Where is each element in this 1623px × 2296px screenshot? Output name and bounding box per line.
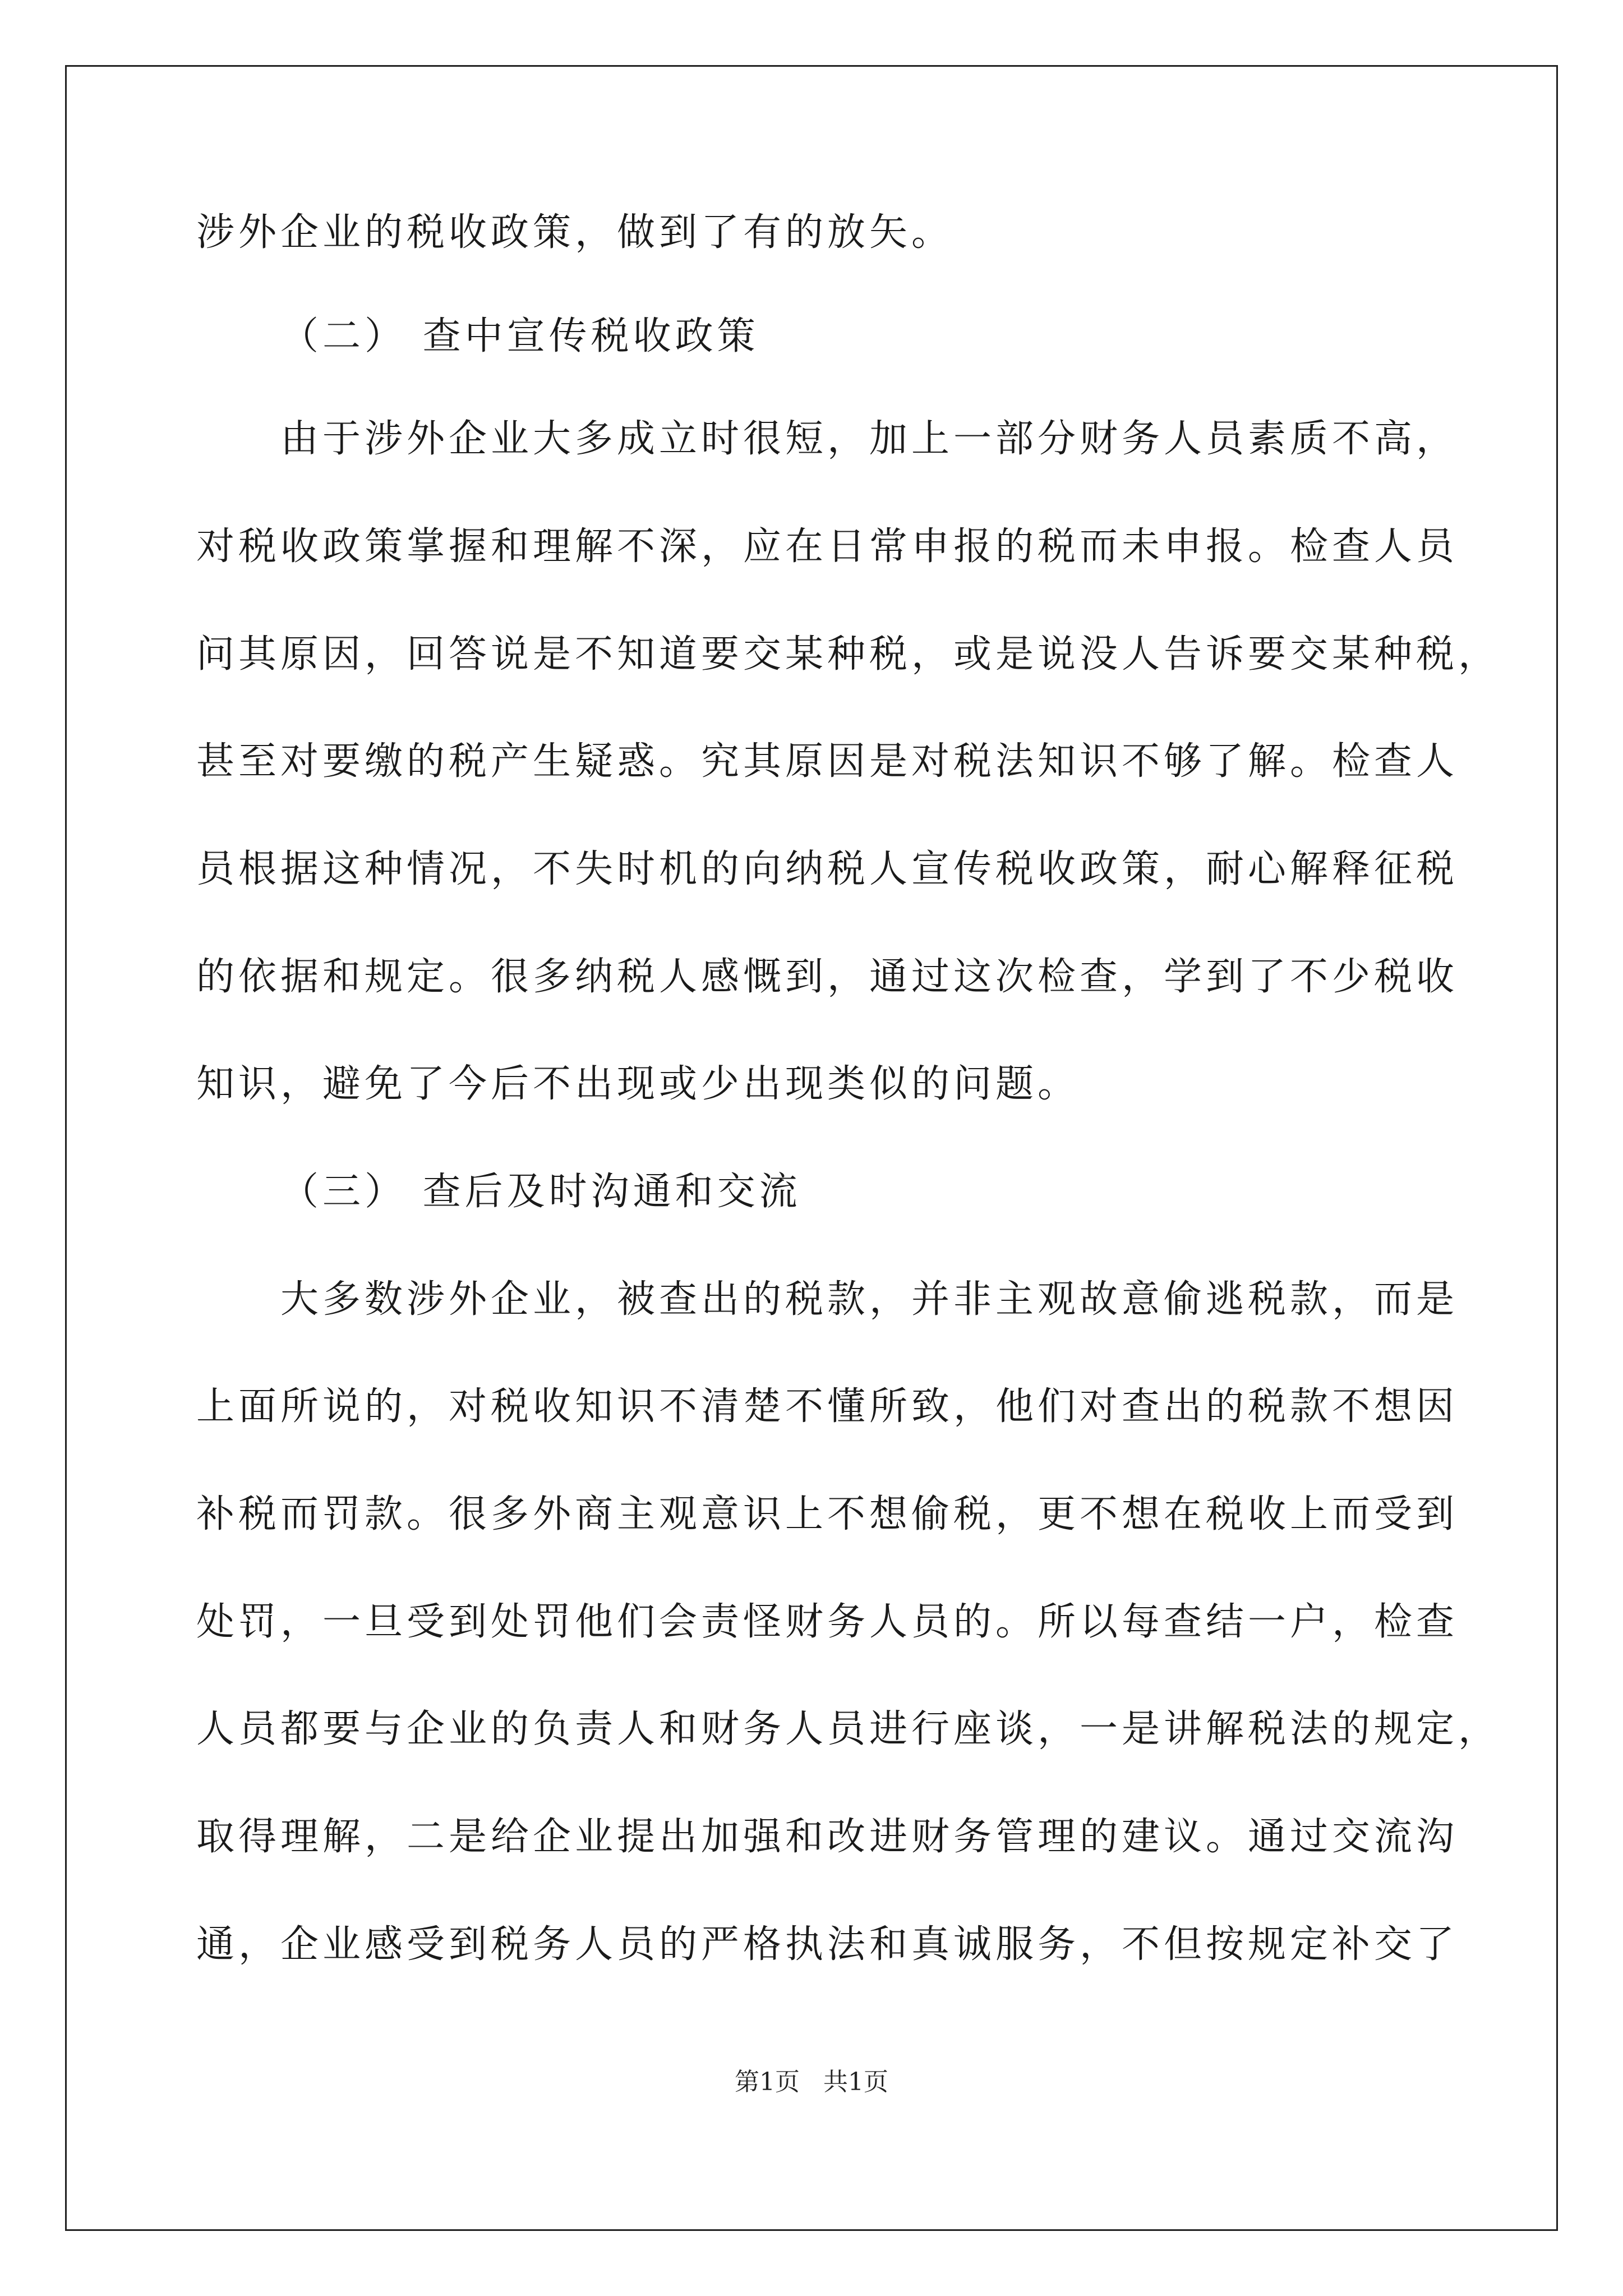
body-text-line: 补税而罚款。很多外商主观意识上不想偷税，更不想在税收上而受到 [196,1492,1459,1536]
body-text-line: 取得理解，二是给企业提出加强和改进财务管理的建议。通过交流沟 [196,1815,1459,1859]
body-text-line: 问其原因，回答说是不知道要交某种税，或是说没人告诉要交某种税， [196,632,1501,677]
body-text-line: 上面所说的，对税收知识不清楚不懂所致，他们对查出的税款不想因 [196,1384,1459,1429]
body-text-line: 甚至对要缴的税产生疑惑。究其原因是对税法知识不够了解。检查人 [196,739,1459,784]
body-text-line: 人员都要与企业的负责人和财务人员进行座谈，一是讲解税法的规定， [196,1707,1501,1751]
body-text-line: 处罚，一旦受到处罚他们会责怪财务人员的。所以每查结一户，检查 [196,1600,1459,1644]
paragraph-2-line-1: 由于涉外企业大多成立时很短，加上一部分财务人员素质不高， [280,417,1459,461]
section-heading-2: （二） 查中宣传税收政策 [280,314,759,358]
body-text-line: 员根据这种情况，不失时机的向纳税人宣传税收政策，耐心解释征税 [196,847,1459,891]
body-text-line: 涉外企业的税收政策，做到了有的放矢。 [196,210,954,255]
body-text-line: 对税收政策掌握和理解不深，应在日常申报的税而未申报。检查人员 [196,524,1459,569]
body-text-line: 的依据和规定。很多纳税人感慨到，通过这次检查，学到了不少税收 [196,955,1459,999]
page-footer: 第1页 共1页 [735,2068,888,2096]
body-text-line: 知识，避免了今后不出现或少出现类似的问题。 [196,1062,1080,1106]
paragraph-3-line-1: 大多数涉外企业，被查出的税款，并非主观故意偷逃税款，而是 [280,1277,1459,1322]
page-border [65,65,1558,2231]
body-text-line: 通，企业感受到税务人员的严格执法和真诚服务，不但按规定补交了 [196,1922,1459,1967]
section-heading-3: （三） 查后及时沟通和交流 [280,1170,801,1214]
